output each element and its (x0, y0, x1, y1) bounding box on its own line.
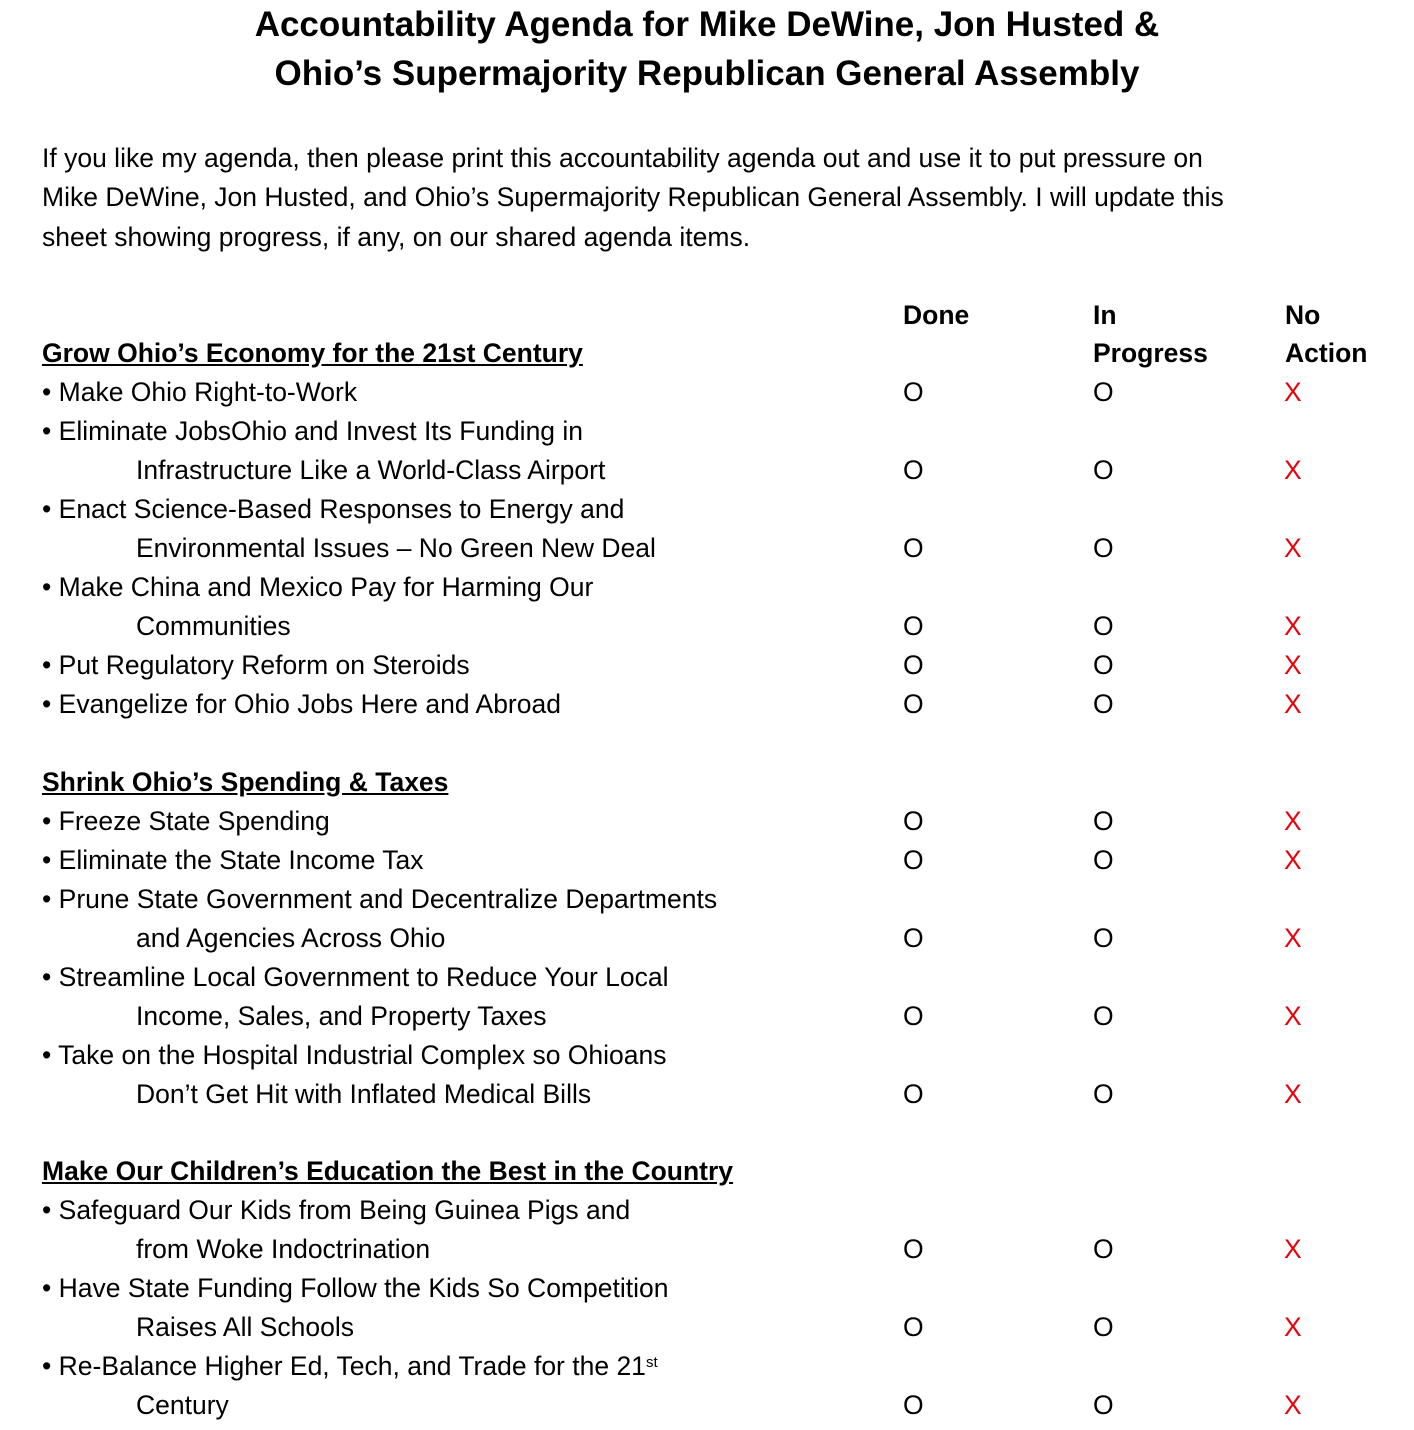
no-action-mark: X (1284, 454, 1302, 485)
done-mark: O (903, 376, 924, 407)
agenda-item (42, 1191, 630, 1230)
title-line-1: Accountability Agenda for Mike DeWine, Jon Husted & (254, 5, 1160, 44)
no-action-mark: X (1284, 1233, 1302, 1264)
done-mark: O (903, 454, 924, 485)
column-header-done: Done (903, 300, 970, 330)
no-action-mark: X (1284, 532, 1302, 563)
agenda-item-text: • Freeze State Spending (42, 805, 330, 836)
column-header-in-progress-line-1: In (1093, 300, 1117, 330)
in-progress-mark: O (1093, 922, 1114, 953)
agenda-item-text: • Streamline Local Government to Reduce Your Local (42, 961, 669, 992)
agenda-item (42, 373, 357, 412)
agenda-item-text: • Enact Science-Based Responses to Energy and (42, 493, 625, 524)
agenda-item (42, 646, 470, 685)
done-mark: O (903, 805, 924, 836)
no-action-mark: X (1284, 1078, 1302, 1109)
in-progress-mark: O (1093, 532, 1114, 563)
done-mark: O (903, 844, 924, 875)
agenda-item-continuation: Environmental Issues – No Green New Deal (136, 532, 656, 563)
agenda-item (42, 1036, 667, 1075)
agenda-item-text: • Eliminate the State Income Tax (42, 844, 424, 875)
no-action-mark: X (1284, 1389, 1302, 1420)
intro-line-1: If you like my agenda, then please print this accountability agenda out and use it to put pressure on (42, 143, 1203, 173)
in-progress-mark: O (1093, 1389, 1114, 1420)
done-mark: O (903, 922, 924, 953)
no-action-mark: X (1284, 1000, 1302, 1031)
done-mark: O (903, 649, 924, 680)
no-action-mark: X (1284, 688, 1302, 719)
in-progress-mark: O (1093, 688, 1114, 719)
agenda-item (42, 841, 423, 880)
no-action-mark: X (1284, 922, 1302, 953)
in-progress-mark: O (1093, 1078, 1114, 1109)
agenda-item-continuation: Raises All Schools (136, 1311, 354, 1342)
no-action-mark: X (1284, 649, 1302, 680)
agenda-item (42, 685, 561, 724)
column-header-in-progress-line-2: Progress (1093, 338, 1208, 368)
agenda-item-continuation: Communities (136, 610, 291, 641)
in-progress-mark: O (1093, 844, 1114, 875)
column-header-no-action-line-1: No (1285, 300, 1321, 330)
intro-line-3: sheet showing progress, if any, on our shared agenda items. (42, 221, 751, 252)
in-progress-mark: O (1093, 1233, 1114, 1264)
agenda-item-continuation: Income, Sales, and Property Taxes (136, 1000, 547, 1031)
agenda-item-text: • Make China and Mexico Pay for Harming Our (42, 571, 594, 602)
agenda-item-continuation: Infrastructure Like a World-Class Airport (136, 454, 606, 485)
agenda-item (42, 1269, 668, 1308)
title-line-2: Ohio’s Supermajority Republican General Assembly (274, 54, 1140, 93)
done-mark: O (903, 688, 924, 719)
agenda-item (42, 490, 624, 529)
done-mark: O (903, 1233, 924, 1264)
intro-paragraph (42, 139, 1382, 257)
in-progress-mark: O (1093, 1000, 1114, 1031)
done-mark: O (903, 1389, 924, 1420)
agenda-item (42, 802, 330, 841)
agenda-item-text: • Prune State Government and Decentralize Departments (42, 883, 718, 914)
no-action-mark: X (1284, 376, 1302, 407)
in-progress-mark: O (1093, 454, 1114, 485)
section-title: Grow Ohio’s Economy for the 21st Century (42, 338, 583, 368)
agenda-item-continuation: and Agencies Across Ohio (136, 922, 446, 953)
no-action-mark: X (1284, 1311, 1302, 1342)
in-progress-mark: O (1093, 376, 1114, 407)
intro-line-2: Mike DeWine, Jon Husted, and Ohio’s Supermajority Republican General Assembly. I will update this (42, 182, 1224, 213)
agenda-item-text: • Put Regulatory Reform on Steroids (42, 649, 470, 680)
column-header-no-action-line-2: Action (1285, 338, 1368, 368)
agenda-item-text: • Evangelize for Ohio Jobs Here and Abroad (42, 688, 561, 719)
done-mark: O (903, 1311, 924, 1342)
agenda-item-continuation: Century (136, 1389, 229, 1420)
superscript: st (645, 1353, 658, 1371)
section-title: Make Our Children’s Education the Best in the Country (42, 1156, 734, 1186)
agenda-item-text: • Safeguard Our Kids from Being Guinea Pigs and (42, 1194, 631, 1225)
agenda-item (42, 880, 717, 919)
agenda-item (42, 412, 583, 451)
agenda-item-text: • Have State Funding Follow the Kids So Competition (42, 1272, 669, 1303)
agenda-item (42, 958, 669, 997)
done-mark: O (903, 532, 924, 563)
no-action-mark: X (1284, 844, 1302, 875)
in-progress-mark: O (1093, 649, 1114, 680)
section-title: Shrink Ohio’s Spending & Taxes (42, 767, 449, 797)
no-action-mark: X (1284, 805, 1302, 836)
agenda-item-text: • Eliminate JobsOhio and Invest Its Funding in (42, 415, 584, 446)
done-mark: O (903, 1000, 924, 1031)
agenda-item-text: • Make Ohio Right-to-Work (42, 376, 358, 407)
agenda-item-continuation: from Woke Indoctrination (136, 1233, 431, 1264)
no-action-mark: X (1284, 610, 1302, 641)
in-progress-mark: O (1093, 610, 1114, 641)
in-progress-mark: O (1093, 805, 1114, 836)
done-mark: O (903, 610, 924, 641)
done-mark: O (903, 1078, 924, 1109)
agenda-item-text: • Re-Balance Higher Ed, Tech, and Trade for the 21 (42, 1350, 646, 1381)
in-progress-mark: O (1093, 1311, 1114, 1342)
agenda-item (42, 568, 593, 607)
agenda-item (42, 1347, 658, 1386)
agenda-item-text: • Take on the Hospital Industrial Complex so Ohioans (42, 1039, 667, 1070)
agenda-item-continuation: Don’t Get Hit with Inflated Medical Bills (136, 1078, 592, 1109)
